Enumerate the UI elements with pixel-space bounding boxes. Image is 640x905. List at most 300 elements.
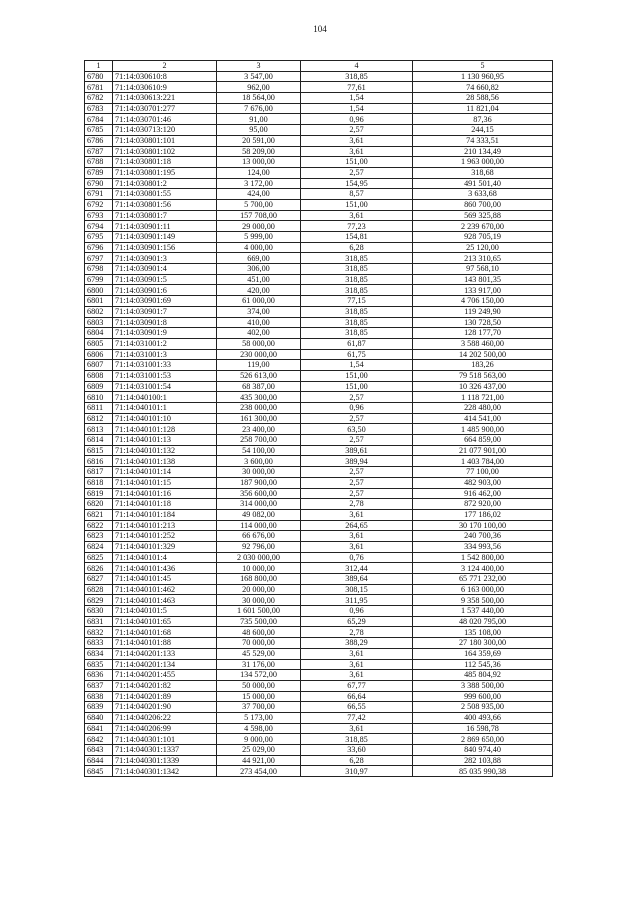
area-cell: 119,00 [217,360,301,371]
cadastral-number-cell: 71:14:040101:462 [113,584,217,595]
value-cell: 25 120,00 [413,242,553,253]
rate-cell: 318,85 [301,317,413,328]
area-cell: 273 454,00 [217,766,301,777]
value-cell: 119 249,90 [413,306,553,317]
row-number-cell: 6829 [85,595,113,606]
area-cell: 30 000,00 [217,467,301,478]
rate-cell: 0,96 [301,403,413,414]
area-cell: 66 676,00 [217,531,301,542]
row-number-cell: 6794 [85,221,113,232]
row-number-cell: 6806 [85,349,113,360]
table-row [85,456,553,467]
table-row [85,93,553,104]
value-cell: 872 920,00 [413,499,553,510]
rate-cell: 6,28 [301,242,413,253]
row-number-cell: 6801 [85,296,113,307]
area-cell: 48 600,00 [217,627,301,638]
table-row [85,723,553,734]
row-number-cell: 6810 [85,392,113,403]
rate-cell: 0,96 [301,606,413,617]
table-row [85,541,553,552]
table-row [85,232,553,243]
value-cell: 14 202 500,00 [413,349,553,360]
table-row [85,638,553,649]
table-row [85,531,553,542]
area-cell: 962,00 [217,82,301,93]
area-cell: 44 921,00 [217,755,301,766]
rate-cell: 2,78 [301,627,413,638]
table-row [85,381,553,392]
table-row [85,520,553,531]
rate-cell: 154,95 [301,178,413,189]
cadastral-number-cell: 71:14:040206:22 [113,712,217,723]
area-cell: 61 000,00 [217,296,301,307]
table-row [85,210,553,221]
area-cell: 5 700,00 [217,199,301,210]
cadastral-number-cell: 71:14:030801:55 [113,189,217,200]
table-row [85,392,553,403]
value-cell: 164 359,69 [413,648,553,659]
rate-cell: 61,75 [301,349,413,360]
cadastral-number-cell: 71:14:040201:90 [113,702,217,713]
value-cell: 74 333,51 [413,135,553,146]
rate-cell: 318,85 [301,285,413,296]
cadastral-number-cell: 71:14:031001:2 [113,338,217,349]
cadastral-number-cell: 71:14:030901:9 [113,328,217,339]
value-cell: 2 239 670,00 [413,221,553,232]
cadastral-number-cell: 71:14:040101:128 [113,424,217,435]
area-cell: 238 000,00 [217,403,301,414]
table-row [85,563,553,574]
area-cell: 3 172,00 [217,178,301,189]
row-number-cell: 6828 [85,584,113,595]
cadastral-number-cell: 71:14:040101:14 [113,467,217,478]
table-row [85,467,553,478]
table-row [85,274,553,285]
table-row [85,157,553,168]
value-cell: 130 728,50 [413,317,553,328]
row-number-cell: 6818 [85,477,113,488]
table-row [85,349,553,360]
row-number-cell: 6791 [85,189,113,200]
row-number-cell: 6783 [85,103,113,114]
row-number-cell: 6824 [85,541,113,552]
area-cell: 5 173,00 [217,712,301,723]
table-row [85,509,553,520]
table-row [85,734,553,745]
column-header: 3 [217,61,301,72]
table-row [85,178,553,189]
value-cell: 10 326 437,00 [413,381,553,392]
value-cell: 485 804,92 [413,670,553,681]
rate-cell: 318,85 [301,274,413,285]
area-cell: 402,00 [217,328,301,339]
value-cell: 3 388 500,00 [413,680,553,691]
area-cell: 45 529,00 [217,648,301,659]
value-cell: 11 821,04 [413,103,553,114]
area-cell: 1 601 500,00 [217,606,301,617]
rate-cell: 318,85 [301,328,413,339]
rate-cell: 389,64 [301,574,413,585]
rate-cell: 2,57 [301,392,413,403]
rate-cell: 77,61 [301,82,413,93]
rate-cell: 2,57 [301,435,413,446]
rate-cell: 66,55 [301,702,413,713]
area-cell: 157 708,00 [217,210,301,221]
row-number-cell: 6797 [85,253,113,264]
value-cell: 9 358 500,00 [413,595,553,606]
table-row [85,477,553,488]
cadastral-number-cell: 71:14:040301:101 [113,734,217,745]
table-row [85,755,553,766]
rate-cell: 1,54 [301,93,413,104]
cadastral-number-cell: 71:14:030901:8 [113,317,217,328]
cadastral-number-cell: 71:14:040101:16 [113,488,217,499]
table-row [85,659,553,670]
rate-cell: 0,76 [301,552,413,563]
row-number-cell: 6817 [85,467,113,478]
cadastral-number-cell: 71:14:040301:1342 [113,766,217,777]
cadastral-number-cell: 71:14:040101:329 [113,541,217,552]
cadastral-number-cell: 71:14:031001:3 [113,349,217,360]
table-row [85,670,553,681]
value-cell: 85 035 990,38 [413,766,553,777]
cadastral-number-cell: 71:14:040101:45 [113,574,217,585]
table-row [85,691,553,702]
rate-cell: 2,57 [301,488,413,499]
row-number-cell: 6843 [85,745,113,756]
rate-cell: 77,23 [301,221,413,232]
table-row [85,338,553,349]
value-cell: 318,68 [413,167,553,178]
table-row [85,435,553,446]
row-number-cell: 6808 [85,370,113,381]
cadastral-number-cell: 71:14:030901:11 [113,221,217,232]
value-cell: 400 493,66 [413,712,553,723]
rate-cell: 311,95 [301,595,413,606]
cadastral-number-cell: 71:14:030801:102 [113,146,217,157]
value-cell: 1 485 900,00 [413,424,553,435]
row-number-cell: 6837 [85,680,113,691]
value-cell: 135 108,00 [413,627,553,638]
cadastral-number-cell: 71:14:030801:2 [113,178,217,189]
cadastral-number-cell: 71:14:040101:213 [113,520,217,531]
area-cell: 410,00 [217,317,301,328]
rate-cell: 3,61 [301,541,413,552]
table-row [85,488,553,499]
cadastral-number-cell: 71:14:030901:7 [113,306,217,317]
rate-cell: 3,61 [301,648,413,659]
cadastral-number-cell: 71:14:030801:195 [113,167,217,178]
row-number-cell: 6790 [85,178,113,189]
row-number-cell: 6844 [85,755,113,766]
rate-cell: 8,57 [301,189,413,200]
area-cell: 20 000,00 [217,584,301,595]
table-row [85,221,553,232]
value-cell: 1 403 784,00 [413,456,553,467]
row-number-cell: 6793 [85,210,113,221]
area-cell: 30 000,00 [217,595,301,606]
row-number-cell: 6805 [85,338,113,349]
row-number-cell: 6782 [85,93,113,104]
value-cell: 3 588 460,00 [413,338,553,349]
area-cell: 114 000,00 [217,520,301,531]
table-row [85,189,553,200]
rate-cell: 3,61 [301,509,413,520]
row-number-cell: 6819 [85,488,113,499]
cadastral-number-cell: 71:14:040101:252 [113,531,217,542]
cadastral-number-cell: 71:14:030901:3 [113,253,217,264]
table-row [85,499,553,510]
row-number-cell: 6845 [85,766,113,777]
row-number-cell: 6784 [85,114,113,125]
cadastral-number-cell: 71:14:030901:149 [113,232,217,243]
cadastral-number-cell: 71:14:030801:7 [113,210,217,221]
cadastral-number-cell: 71:14:040101:5 [113,606,217,617]
area-cell: 23 400,00 [217,424,301,435]
cadastral-number-cell: 71:14:040100:1 [113,392,217,403]
cadastral-value-table [84,60,553,777]
cadastral-number-cell: 71:14:030801:101 [113,135,217,146]
cadastral-number-cell: 71:14:040101:65 [113,616,217,627]
area-cell: 424,00 [217,189,301,200]
row-number-cell: 6815 [85,445,113,456]
rate-cell: 0,96 [301,114,413,125]
row-number-cell: 6787 [85,146,113,157]
cadastral-number-cell: 71:14:030901:4 [113,264,217,275]
rate-cell: 318,85 [301,264,413,275]
value-cell: 128 177,70 [413,328,553,339]
rate-cell: 388,29 [301,638,413,649]
rate-cell: 2,57 [301,125,413,136]
cadastral-number-cell: 71:14:040201:133 [113,648,217,659]
area-cell: 3 547,00 [217,71,301,82]
value-cell: 840 974,40 [413,745,553,756]
area-cell: 187 900,00 [217,477,301,488]
rate-cell: 6,28 [301,755,413,766]
cadastral-number-cell: 71:14:030610:9 [113,82,217,93]
cadastral-number-cell: 71:14:030801:18 [113,157,217,168]
rate-cell: 154,81 [301,232,413,243]
cadastral-number-cell: 71:14:040301:1339 [113,755,217,766]
cadastral-number-cell: 71:14:040101:1 [113,403,217,414]
value-cell: 27 180 300,00 [413,638,553,649]
area-cell: 2 030 000,00 [217,552,301,563]
area-cell: 31 176,00 [217,659,301,670]
area-cell: 58 209,00 [217,146,301,157]
row-number-cell: 6840 [85,712,113,723]
value-cell: 244,15 [413,125,553,136]
table-row [85,584,553,595]
rate-cell: 151,00 [301,199,413,210]
rate-cell: 389,61 [301,445,413,456]
row-number-cell: 6803 [85,317,113,328]
area-cell: 91,00 [217,114,301,125]
row-number-cell: 6842 [85,734,113,745]
rate-cell: 77,42 [301,712,413,723]
area-cell: 3 600,00 [217,456,301,467]
value-cell: 2 869 650,00 [413,734,553,745]
row-number-cell: 6804 [85,328,113,339]
table-row [85,648,553,659]
row-number-cell: 6798 [85,264,113,275]
area-cell: 13 000,00 [217,157,301,168]
value-cell: 1 542 800,00 [413,552,553,563]
area-cell: 25 029,00 [217,745,301,756]
table-row [85,82,553,93]
rate-cell: 2,78 [301,499,413,510]
column-header: 2 [113,61,217,72]
area-cell: 70 000,00 [217,638,301,649]
rate-cell: 318,85 [301,734,413,745]
area-cell: 735 500,00 [217,616,301,627]
value-cell: 6 163 000,00 [413,584,553,595]
cadastral-number-cell: 71:14:040206:99 [113,723,217,734]
area-cell: 9 000,00 [217,734,301,745]
row-number-cell: 6796 [85,242,113,253]
table-row [85,424,553,435]
table-row [85,627,553,638]
cadastral-number-cell: 71:14:030701:46 [113,114,217,125]
rate-cell: 3,61 [301,670,413,681]
row-number-cell: 6834 [85,648,113,659]
table-row [85,285,553,296]
row-number-cell: 6820 [85,499,113,510]
table-row [85,745,553,756]
table-row [85,125,553,136]
value-cell: 3 633,68 [413,189,553,200]
cadastral-number-cell: 71:14:030901:6 [113,285,217,296]
row-number-cell: 6816 [85,456,113,467]
table-row [85,712,553,723]
cadastral-number-cell: 71:14:040201:82 [113,680,217,691]
row-number-cell: 6789 [85,167,113,178]
row-number-cell: 6785 [85,125,113,136]
table-row [85,253,553,264]
area-cell: 54 100,00 [217,445,301,456]
rate-cell: 2,57 [301,467,413,478]
rate-cell: 3,61 [301,531,413,542]
rate-cell: 389,94 [301,456,413,467]
table-row [85,403,553,414]
row-number-cell: 6795 [85,232,113,243]
row-number-cell: 6839 [85,702,113,713]
table-row [85,574,553,585]
table-row [85,135,553,146]
rate-cell: 66,64 [301,691,413,702]
cadastral-number-cell: 71:14:040101:184 [113,509,217,520]
cadastral-number-cell: 71:14:040101:4 [113,552,217,563]
rate-cell: 77,15 [301,296,413,307]
value-cell: 414 541,00 [413,413,553,424]
area-cell: 669,00 [217,253,301,264]
table-row [85,71,553,82]
table-header-row [85,61,553,72]
row-number-cell: 6823 [85,531,113,542]
rate-cell: 3,61 [301,146,413,157]
rate-cell: 2,57 [301,167,413,178]
row-number-cell: 6792 [85,199,113,210]
table-row [85,242,553,253]
area-cell: 435 300,00 [217,392,301,403]
area-cell: 92 796,00 [217,541,301,552]
table-row [85,114,553,125]
area-cell: 374,00 [217,306,301,317]
table-row [85,296,553,307]
row-number-cell: 6821 [85,509,113,520]
row-number-cell: 6800 [85,285,113,296]
cadastral-number-cell: 71:14:040201:134 [113,659,217,670]
rate-cell: 310,97 [301,766,413,777]
table-row [85,552,553,563]
table-row [85,146,553,157]
row-number-cell: 6807 [85,360,113,371]
rate-cell: 33,60 [301,745,413,756]
rate-cell: 1,54 [301,360,413,371]
rate-cell: 3,61 [301,659,413,670]
table-row [85,199,553,210]
cadastral-number-cell: 71:14:040101:15 [113,477,217,488]
area-cell: 4 000,00 [217,242,301,253]
rate-cell: 3,61 [301,723,413,734]
row-number-cell: 6836 [85,670,113,681]
value-cell: 1 537 440,00 [413,606,553,617]
table-row [85,616,553,627]
value-cell: 28 588,56 [413,93,553,104]
area-cell: 50 000,00 [217,680,301,691]
column-header: 4 [301,61,413,72]
value-cell: 664 859,00 [413,435,553,446]
cadastral-number-cell: 71:14:040101:18 [113,499,217,510]
row-number-cell: 6832 [85,627,113,638]
value-cell: 16 598,78 [413,723,553,734]
row-number-cell: 6822 [85,520,113,531]
cadastral-number-cell: 71:14:040201:89 [113,691,217,702]
cadastral-number-cell: 71:14:040101:88 [113,638,217,649]
value-cell: 48 020 795,00 [413,616,553,627]
area-cell: 10 000,00 [217,563,301,574]
area-cell: 58 000,00 [217,338,301,349]
area-cell: 7 676,00 [217,103,301,114]
area-cell: 124,00 [217,167,301,178]
value-cell: 87,36 [413,114,553,125]
value-cell: 74 660,82 [413,82,553,93]
value-cell: 177 186,02 [413,509,553,520]
value-cell: 77 100,00 [413,467,553,478]
value-cell: 569 325,88 [413,210,553,221]
rate-cell: 63,50 [301,424,413,435]
value-cell: 133 917,00 [413,285,553,296]
table-row [85,264,553,275]
row-number-cell: 6841 [85,723,113,734]
area-cell: 15 000,00 [217,691,301,702]
area-cell: 95,00 [217,125,301,136]
table-row [85,370,553,381]
cadastral-number-cell: 71:14:030610:8 [113,71,217,82]
value-cell: 2 508 935,00 [413,702,553,713]
row-number-cell: 6780 [85,71,113,82]
area-cell: 4 598,00 [217,723,301,734]
table-row [85,595,553,606]
row-number-cell: 6802 [85,306,113,317]
cadastral-number-cell: 71:14:030801:56 [113,199,217,210]
value-cell: 999 600,00 [413,691,553,702]
value-cell: 3 124 400,00 [413,563,553,574]
rate-cell: 1,54 [301,103,413,114]
table-row [85,360,553,371]
area-cell: 420,00 [217,285,301,296]
value-cell: 334 993,56 [413,541,553,552]
